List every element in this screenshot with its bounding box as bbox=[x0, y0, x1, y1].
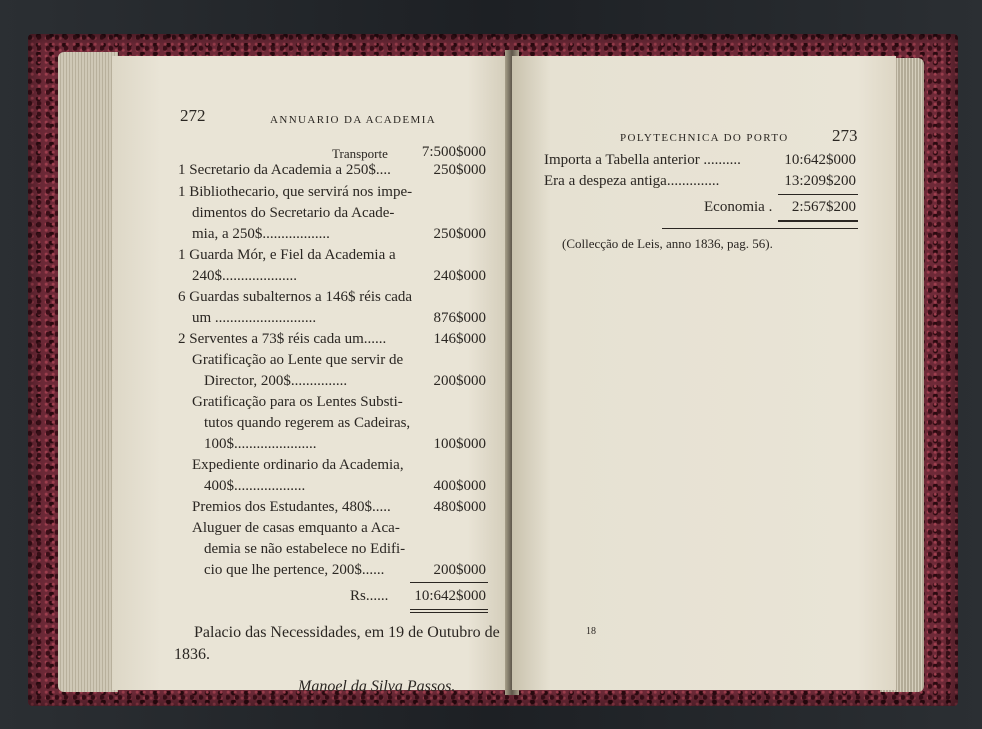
transport-amount: 7:500$000 bbox=[421, 144, 486, 160]
summary-row-label: Importa a Tabella anterior .......... bbox=[544, 152, 741, 168]
ledger-amount: 250$000 bbox=[433, 226, 486, 242]
ledger-amount: 876$000 bbox=[433, 310, 486, 326]
sum-rule bbox=[410, 582, 488, 583]
economia-rule bbox=[778, 220, 858, 222]
right-page bbox=[512, 56, 896, 690]
ledger-amount: 250$000 bbox=[433, 162, 486, 178]
ledger-line: Aluguer de casas emquanto a Aca- bbox=[192, 520, 400, 536]
ledger-line: 1 Bibliothecario, que servirá nos impe- bbox=[178, 184, 413, 200]
summary-row-amount: 10:642$000 bbox=[784, 152, 856, 168]
ledger-line: cio que lhe pertence, 200$...... bbox=[204, 562, 385, 578]
economia-amount: 2:567$200 bbox=[791, 199, 856, 215]
summary-rule bbox=[778, 194, 858, 195]
total-label: Rs...... bbox=[350, 588, 389, 604]
total-amount: 10:642$000 bbox=[414, 588, 486, 604]
closing-line: Palacio das Necessidades, em 19 de Outubro de bbox=[194, 624, 500, 641]
ledger-line: 1 Secretario da Academia a 250$.... bbox=[178, 162, 391, 178]
left-page-number: 272 bbox=[180, 106, 206, 125]
ledger-line: 6 Guardas subalternos a 146$ réis cada bbox=[178, 289, 413, 305]
ledger-line: 1 Guarda Mór, e Fiel da Academia a bbox=[178, 247, 396, 263]
page-block-left-edge bbox=[58, 52, 118, 692]
summary-row-label: Era a despeza antiga.............. bbox=[544, 173, 720, 189]
ledger-line: Expediente ordinario da Academia, bbox=[192, 457, 404, 473]
ledger-line: demia se não estabelece no Edifi- bbox=[204, 541, 406, 557]
closing-year: 1836. bbox=[174, 646, 210, 663]
total-rule bbox=[410, 609, 488, 610]
source-note: (Collecção de Leis, anno 1836, pag. 56). bbox=[562, 236, 773, 251]
ledger-amount: 146$000 bbox=[433, 331, 486, 347]
ledger-line: 240$.................... bbox=[192, 268, 297, 284]
ledger-line: mia, a 250$.................. bbox=[192, 226, 330, 242]
total-double-rule bbox=[410, 612, 488, 613]
transport-label: Transporte bbox=[332, 146, 388, 161]
ledger-line: Gratificação para os Lentes Substi- bbox=[192, 394, 403, 410]
ledger-line: 400$................... bbox=[204, 478, 306, 494]
economia-label: Economia . bbox=[704, 199, 773, 215]
ledger-line: 100$...................... bbox=[204, 436, 317, 452]
ledger-amount: 400$000 bbox=[433, 478, 486, 494]
section-rule bbox=[662, 228, 858, 229]
ledger-line: Gratificação ao Lente que servir de bbox=[192, 352, 404, 368]
summary-row-amount: 13:209$200 bbox=[784, 173, 856, 189]
signature-mark: 18 bbox=[586, 626, 596, 637]
right-running-head: POLYTECHNICA DO PORTO bbox=[620, 132, 789, 144]
ledger-line: um ........................... bbox=[192, 310, 317, 326]
ledger-line: tutos quando regerem as Cadeiras, bbox=[204, 415, 411, 431]
ledger-line: dimentos do Secretario da Acade- bbox=[192, 205, 395, 221]
ledger-amount: 480$000 bbox=[433, 499, 486, 515]
left-page bbox=[112, 56, 516, 695]
ledger-amount: 100$000 bbox=[433, 436, 486, 452]
ledger-line: Director, 200$............... bbox=[204, 373, 348, 389]
ledger-amount: 200$000 bbox=[433, 562, 486, 578]
ledger-amount: 240$000 bbox=[433, 268, 486, 284]
left-running-head: ANNUARIO DA ACADEMIA bbox=[270, 114, 437, 126]
right-page-number: 273 bbox=[832, 126, 858, 145]
ledger-amount: 200$000 bbox=[433, 373, 486, 389]
ledger-line: 2 Serventes a 73$ réis cada um...... bbox=[178, 331, 387, 347]
ledger-line: Premios dos Estudantes, 480$..... bbox=[192, 499, 391, 515]
signature: Manoel da Silva Passos. bbox=[298, 678, 456, 695]
